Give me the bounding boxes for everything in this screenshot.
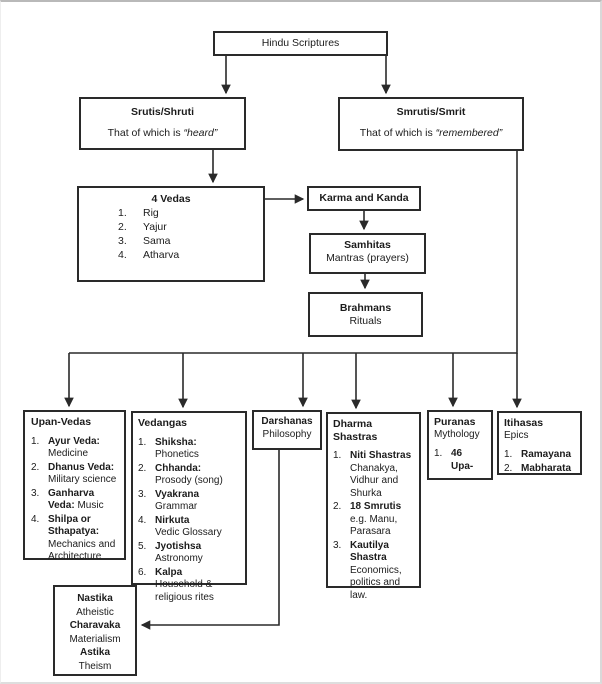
list-item-term: Nirkuta [155,514,190,526]
list-item-text [155,541,243,566]
list-item-number: 3. [333,539,342,551]
smrutis-description-text: That of which is [359,127,436,139]
brahmans-title: Brahmans [339,302,392,314]
samhitas-title: Samhitas [344,239,391,251]
list-item-text: Rig [143,207,159,219]
list-item-term: Dhanus Veda: [48,461,115,473]
list-item-text [350,540,417,603]
list-item-term: Mabharata [521,462,572,474]
list-item [138,437,243,462]
list-item [138,567,243,605]
list-item-number: 1. [118,207,127,219]
list-item-number: 1. [504,449,513,460]
list-item-desc: Economics, politics and law. [350,564,402,601]
list-item [333,501,417,539]
list-item-number: 1. [31,435,40,447]
list-item [118,235,263,248]
astika-label: Astika [79,647,110,658]
list-item-number: 3. [138,488,147,500]
theism-label: Theism [78,660,112,672]
puranas-title: Puranas [434,416,476,428]
list-item-number: 2. [333,501,342,512]
upan-vedas-box [23,410,126,560]
puranas-box [427,410,493,480]
karma-kanda-title: Karma and Kanda [319,192,409,204]
list-item [333,540,417,603]
list-item-text: Sama [143,235,171,247]
list-item-term: Kautilya Shastra [350,539,389,563]
srutis-description [81,127,244,140]
list-item-desc: Music [77,500,104,511]
nastika-label: Nastika [77,593,113,604]
itihasas-title: Itihasas [504,417,544,429]
list-item-number: 4. [138,514,147,526]
samhitas-box [309,233,426,274]
list-item-term: Niti Shastras [350,450,412,461]
list-item [118,249,263,262]
vedangas-title: Vedangas [138,417,188,429]
list-item-text [155,567,243,605]
list-item-number: 4. [118,249,127,261]
list-item-desc: Prosody (song) [155,475,223,486]
list-item-number: 4. [31,513,40,525]
list-item-number: 3. [118,235,127,247]
list-item [138,463,243,488]
list-item-text [451,448,489,473]
list-item-text [155,515,243,540]
list-item-text [155,437,243,462]
brahmans-box [308,292,423,337]
list-item-text [155,489,243,514]
list-item [31,462,120,487]
list-item [31,436,120,461]
list-item-number: 2. [138,462,147,474]
list-item-term: Kalpa [155,566,183,578]
list-item-term: Jyotishsa [155,540,202,552]
list-item-term: Ganharva Veda: [48,487,95,511]
darshanas-box [252,410,322,450]
list-item-text [350,501,417,539]
dharma-shastras-box [326,412,421,601]
list-item [138,515,243,540]
list-item [138,489,243,514]
list-item-desc: Phonetics [155,449,199,460]
list-item [333,450,417,500]
brahmans-subtitle: Rituals [349,315,382,327]
smrutis-title: Smrutis/Smrit [396,106,466,118]
list-item-number: 1. [434,448,443,459]
list-item-desc: Medicine [48,448,89,459]
list-item-term: Chhanda: [155,462,202,474]
list-item [31,488,120,513]
list-item-number: 5. [138,540,147,552]
smrutis-description-emphasis: “remembered” [435,127,503,139]
srutis-description-emphasis: “heard” [183,127,218,139]
list-item-desc: Chanakya, Vidhur and Shurka [350,462,399,499]
list-item-desc: Vedic Glossary [155,527,222,538]
list-item [118,221,263,234]
itihasas-subtitle: Epics [504,429,529,441]
charavaka-label: Charavaka [69,620,121,631]
hindu-scriptures-box [213,31,388,56]
vedangas-box [131,411,247,603]
list-item-text: Yajur [143,221,167,233]
list-item-number: 1. [333,450,342,461]
four-vedas-box [77,186,265,282]
list-item-number: 2. [31,461,40,473]
list-item [504,463,578,476]
list-item-term: Ayur Veda: [48,435,100,447]
puranas-subtitle: Mythology [434,428,480,440]
four-vedas-title: 4 Vedas [151,193,191,205]
atheistic-label: Atheistic [76,606,114,618]
list-item-desc: Grammar [155,501,198,512]
list-item-number: 2. [504,462,513,474]
list-item [434,448,489,473]
karma-kanda-box [307,186,421,211]
list-item-text: Atharva [143,249,180,261]
srutis-box [79,97,246,150]
list-item-text [48,436,120,461]
list-item [504,449,578,462]
list-item-number: 3. [31,487,40,499]
nastika-astika-box [53,585,137,676]
darshanas-title: Darshanas [261,416,313,427]
list-item-desc: Mechanics and Architecture [48,538,116,562]
list-item-term: 46 [451,448,463,459]
list-item-text [48,488,120,513]
dharma-shastras-title: Dharma Shastras [333,418,378,443]
list-item-text [350,450,417,500]
smrutis-description [340,127,522,140]
list-item-desc: Astronomy [155,553,203,564]
smrutis-box [338,97,524,151]
materialism-label: Materialism [69,633,121,645]
list-item-desc: e.g. Manu, Parasara [350,513,398,537]
hindu-scriptures-title: Hindu Scriptures [261,37,340,49]
samhitas-subtitle: Mantras (prayers) [326,252,409,264]
list-item [138,541,243,566]
list-item [31,514,120,564]
list-item-text [48,462,120,487]
darshanas-subtitle: Philosophy [262,428,312,440]
list-item-term: Upa- [451,460,474,472]
list-item-term: Vyakrana [155,488,200,500]
list-item-number: 1. [138,436,147,448]
list-item-term: 18 Smrutis [350,501,402,512]
itihasas-box [497,411,582,475]
list-item-text [521,449,578,462]
list-item-desc: Household & religious rites [155,579,214,603]
list-item-text [48,514,120,564]
srutis-description-text: That of which is [107,127,184,139]
list-item-text [155,463,243,488]
upan-vedas-title: Upan-Vedas [31,416,92,428]
srutis-title: Srutis/Shruti [130,106,194,118]
list-item-number: 2. [118,221,127,233]
list-item-term: Shiksha: [155,436,197,448]
list-item-term: Ramayana [521,449,572,460]
list-item-desc: Military science [48,474,117,485]
list-item-number: 6. [138,566,147,578]
list-item-term: Shilpa or Sthapatya: [48,513,100,537]
list-item-text [521,463,578,476]
list-item [118,207,263,220]
